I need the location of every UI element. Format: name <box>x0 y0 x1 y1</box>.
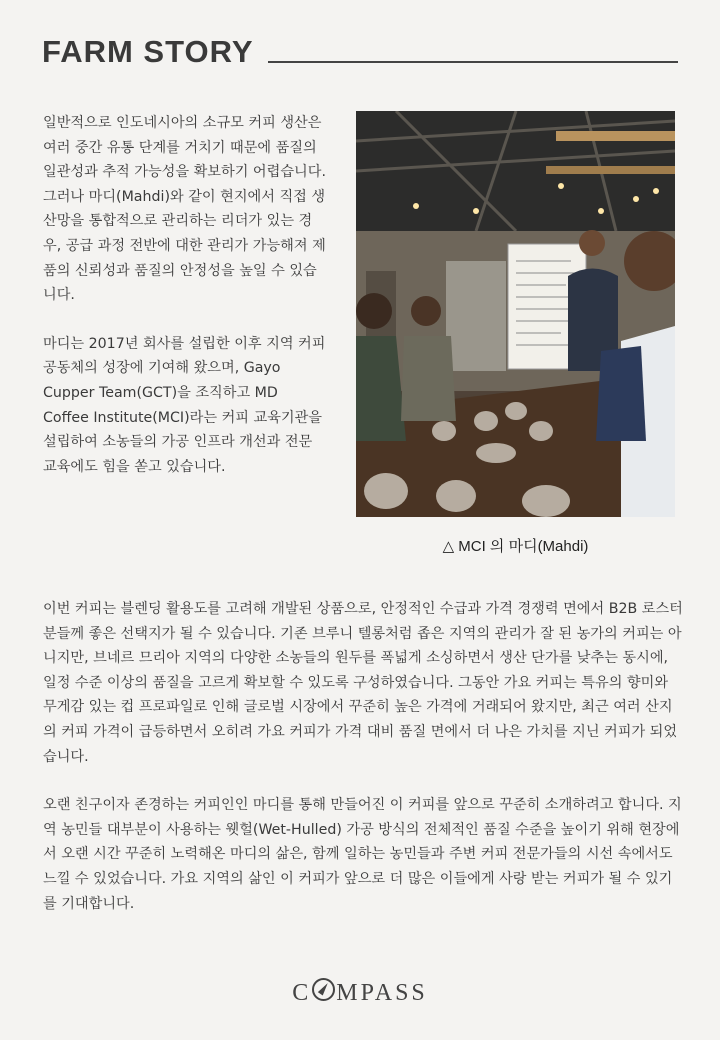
intro-section <box>43 111 328 503</box>
logo-letters-mpass: MPASS <box>336 980 428 1006</box>
logo-letter-c: C <box>292 980 312 1006</box>
intro-paragraph-2: 마디는 2017년 회사를 설립한 이후 지역 커피 공동체의 성장에 기여해 왔으며, Gayo Cupper Team(GCT)을 조직하고 MD Coffee Institute(MCI)라는 커피 교육기관을 설립하여 소농들의 가공 인프라 개선과 전문 교육에도 힘을 쏟고 있습니다. <box>43 335 326 475</box>
story-paragraph-1: 이번 커피는 블렌딩 활용도를 고려해 개발된 상품으로, 안정적인 수급과 가격 경쟁력 면에서 B2B 로스터 분들께 좋은 선택지가 될 수 있습니다. 기존 브루니 텔롱처럼 좁은 지역의 관리가 잘 된 농가의 커피는 아니지만, 브네르 므리아 지역의 다양한 소농들의 원두를 폭넓게 소싱하면서 생산 단가를 낮추는 동시에, 일정 수준 이상의 품질을 고르게 확보할 수 있도록 구성하였습니다. 그동안 가요 커피는 특유의 향미와 무게감 있는 컵 프로파일로 인해 글로벌 시장에서 꾸준히 높은 가격에 거래되어 왔지만, 최근 여러 산지의 커피 가격이 급등하면서 오히려 가요 커피가 가격 대비 품질 면에서 더 나은 가치를 지닌 커피가 되었습니다. <box>43 601 683 765</box>
mahdi-workshop-photo <box>356 111 675 517</box>
title-divider <box>268 61 678 63</box>
compass-logo <box>0 978 720 1007</box>
compass-icon <box>312 978 335 1001</box>
photo-illustration <box>356 111 675 517</box>
page-title: FARM STORY <box>42 34 254 69</box>
story-paragraph-2: 오랜 친구이자 존경하는 커피인인 마디를 통해 만들어진 이 커피를 앞으로 꾸준히 소개하려고 합니다. 지역 농민들 대부분이 사용하는 웻헐(Wet-Hulled) 가공 방식의 전체적인 품질 수준을 높이기 위해 현장에서 오랜 시간 꾸준히 노력해온 마디의 삶은, 함께 일하는 농민들과 주변 커피 전문가들의 시선 속에서도 느낄 수 있었습니다. 가요 지역의 삶인 이 커피가 앞으로 더 많은 이들에게 사랑 받는 커피가 될 수 있기를 기대합니다. <box>43 797 682 912</box>
photo-caption: △ MCI 의 마디(Mahdi) <box>442 538 589 555</box>
intro-paragraph-1: 일반적으로 인도네시아의 소규모 커피 생산은 여러 중간 유통 단계를 거치기 때문에 품질의 일관성과 추적 가능성을 확보하기 어렵습니다. 그러나 마디(Mahdi)와 같이 현지에서 직접 생산망을 통합적으로 관리하는 리더가 있는 경우, 공급 과정 전반에 대한 관리가 가능해져 제품의 신뢰성과 품질의 안정성을 높일 수 있습니다. <box>43 115 326 304</box>
story-section <box>43 597 683 940</box>
